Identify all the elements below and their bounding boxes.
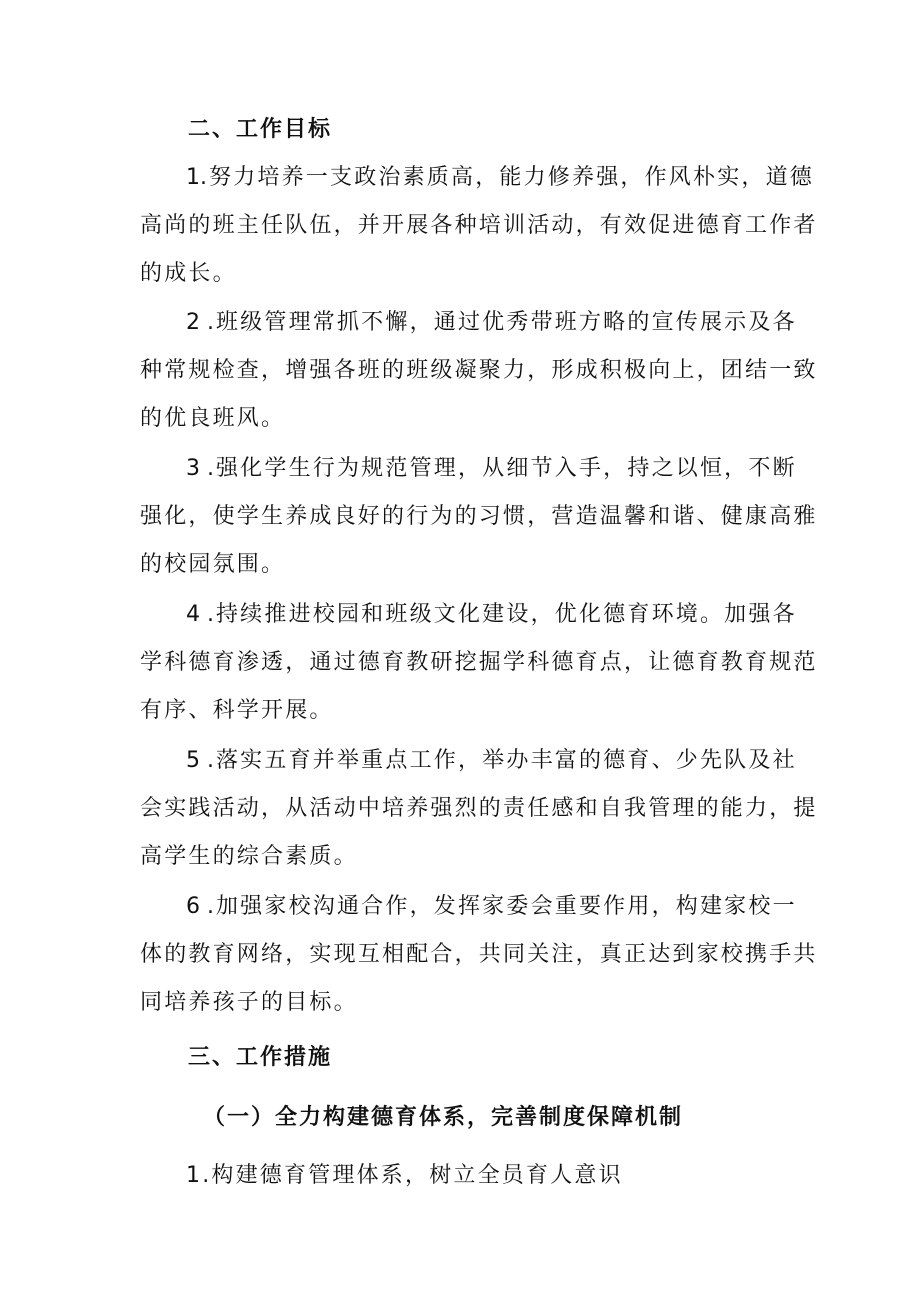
goal-1-line-1 <box>186 163 814 193</box>
section-heading-measures: 三、工作措施 <box>188 1045 333 1070</box>
goal-6-line-1 <box>186 892 797 922</box>
goal-3-line-3: 的校园氛围。 <box>140 552 286 577</box>
goal-4-number: 4 . <box>186 602 214 627</box>
goal-6-text-1: 加强家校沟通合作，发挥家委会重要作用，构建家校一 <box>215 894 797 919</box>
goal-6-line-3: 同培养孩子的目标。 <box>140 990 358 1015</box>
goal-4-line-1 <box>186 600 797 630</box>
goal-2-line-1 <box>186 308 797 338</box>
measure-item-1: 1.构建德育管理体系，树立全员育人意识 <box>186 1163 623 1188</box>
goal-3-line-2: 强化，使学生养成良好的行为的习惯，营造温馨和谐、健康高雅 <box>140 504 818 529</box>
goal-5-line-2: 会实践活动，从活动中培养强烈的责任感和自我管理的能力，提 <box>140 796 818 821</box>
goal-3-number: 3 . <box>186 456 214 481</box>
goal-4-line-2: 学科德育渗透，通过德育教研挖掘学科德育点，让德育教育规范 <box>140 650 818 675</box>
goal-2-number: 2 . <box>186 310 214 335</box>
goal-5-line-1 <box>186 746 797 776</box>
goal-6-number: 6 . <box>186 894 214 919</box>
goal-5-text-1: 落实五育并举重点工作，举办丰富的德育、少先队及社 <box>215 748 797 773</box>
goal-3-text-1: 强化学生行为规范管理，从细节入手，持之以恒，不断 <box>215 456 797 481</box>
goal-1-line-2: 高尚的班主任队伍，并开展各种培训活动，有效促进德育工作者 <box>140 213 818 238</box>
section-heading-goals: 二、工作目标 <box>188 117 333 142</box>
goal-1-line-3: 的成长。 <box>140 261 237 286</box>
subheading-1: （一）全力构建德育体系，完善制度保障机制 <box>203 1105 684 1130</box>
goal-4-line-3: 有序、科学开展。 <box>140 698 334 723</box>
goal-2-line-3: 的优良班风。 <box>140 406 286 431</box>
goal-5-line-3: 高学生的综合素质。 <box>140 844 358 869</box>
goal-1-text-1: 努力培养一支政治素质高，能力修养强，作风朴实，道德 <box>209 165 815 190</box>
goal-6-line-2: 体的教育网络，实现互相配合，共同关注，真正达到家校携手共 <box>140 942 818 967</box>
goal-5-number: 5 . <box>186 748 214 773</box>
goal-4-text-1: 持续推进校园和班级文化建设，优化德育环境。加强各 <box>215 602 797 627</box>
goal-2-line-2: 种常规检查，增强各班的班级凝聚力，形成积极向上，团结一致 <box>140 358 818 383</box>
goal-3-line-1 <box>186 454 797 484</box>
goal-2-text-1: 班级管理常抓不懈，通过优秀带班方略的宣传展示及各 <box>215 310 797 335</box>
goal-1-number: 1. <box>186 165 207 190</box>
